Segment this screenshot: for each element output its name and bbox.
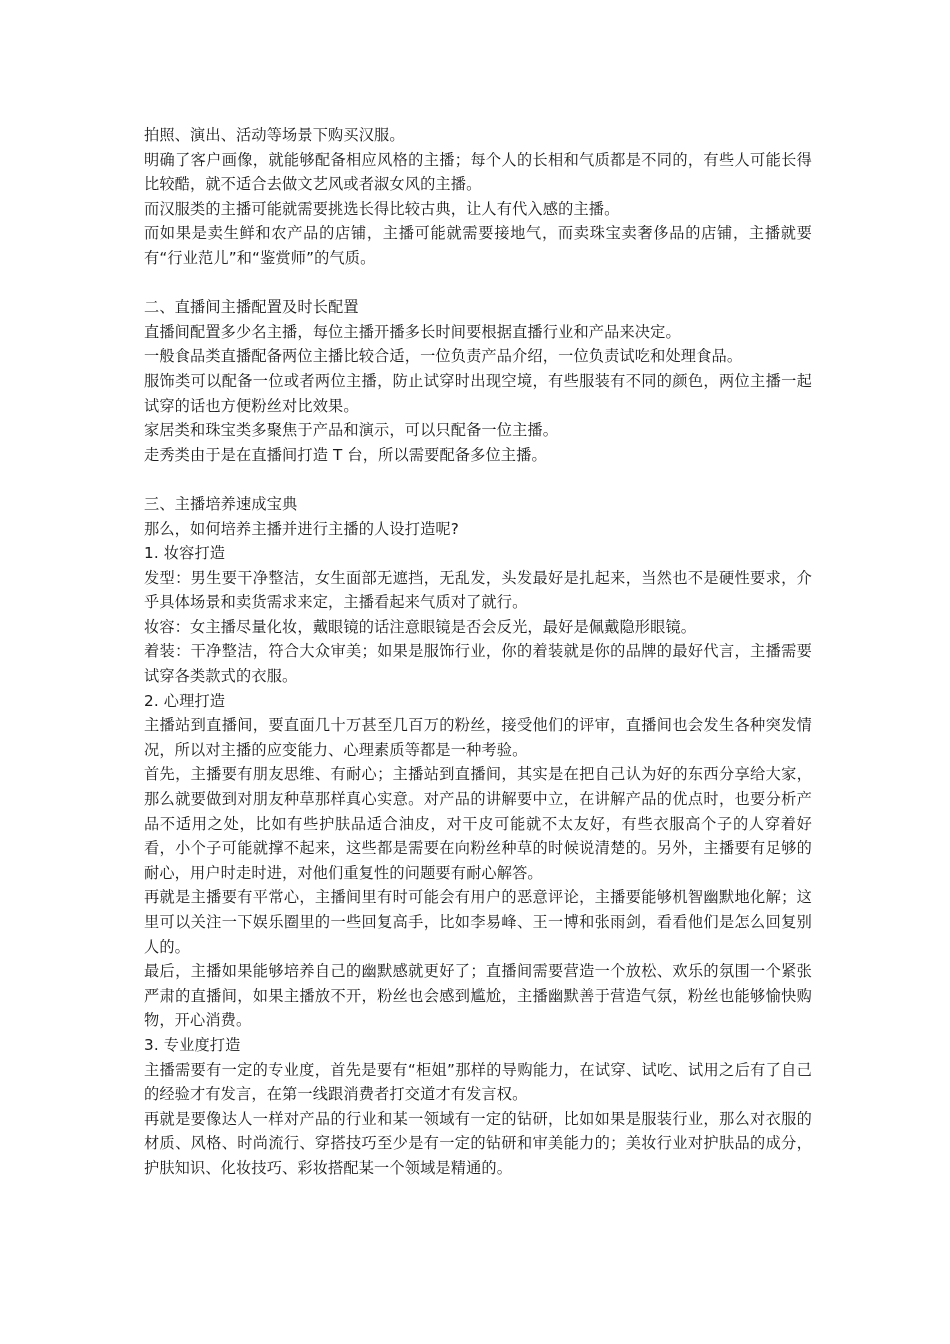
- blank-line: [144, 271, 812, 296]
- section-heading: 二、直播间主播配置及时长配置: [144, 298, 359, 317]
- paragraph: 妆容：女主播尽量化妆，戴眼镜的话注意眼镜是否会反光，最好是佩戴隐形眼镜。: [144, 617, 697, 636]
- subsection-heading: 3. 专业度打造: [144, 1035, 241, 1054]
- paragraph: 那么，如何培养主播并进行主播的人设打造呢?: [144, 519, 459, 538]
- document-body: [144, 123, 812, 1181]
- paragraph: 服饰类可以配备一位或者两位主播，防止试穿时出现空境，有些服装有不同的颜色，两位主播一起试穿的话也方便粉丝对比效果。: [144, 371, 812, 415]
- section-heading: 三、主播培养速成宝典: [144, 494, 298, 513]
- subsection-heading: 2. 心理打造: [144, 691, 226, 710]
- paragraph: 直播间配置多少名主播，每位主播开播多长时间要根据直播行业和产品来决定。: [144, 322, 681, 341]
- paragraph: 而如果是卖生鲜和农产品的店铺，主播可能就需要接地气，而卖珠宝卖奢侈品的店铺，主播就要有“行业范儿”和“鉴赏师”的气质。: [144, 224, 812, 267]
- paragraph: 最后，主播如果能够培养自己的幽默感就更好了；直播间需要营造一个放松、欢乐的氛围一个紧张严肃的直播间，如果主播放不开，粉丝也会感到尴尬，主播幽默善于营造气氛，粉丝也能够愉快购物，开心消费。: [144, 962, 812, 1030]
- paragraph: 拍照、演出、活动等场景下购买汉服。: [144, 126, 405, 144]
- paragraph: 首先，主播要有朋友思维、有耐心；主播站到直播间，其实是在把自己认为好的东西分享给大家，那么就要做到对朋友种草那样真心实意。对产品的讲解要中立，在讲解产品的优点时，也要分析产品不适用之处，比如有些护肤品适合油皮，对干皮可能就不太友好，有些衣服高个子的人穿着好看，小个子可能就撑不起来，这些都是需要在向粉丝种草的时候说清楚的。另外，主播要有足够的耐心，用户时走时进，对他们重复性的问题要有耐心解答。: [144, 765, 812, 882]
- paragraph: 再就是要像达人一样对产品的行业和某一领域有一定的钻研，比如如果是服装行业，那么对衣服的材质、风格、时尚流行、穿搭技巧至少是有一定的钻研和审美能力的；美妆行业对护肤品的成分，护肤知识、化妆技巧、彩妆搭配某一个领域是精通的。: [144, 1109, 812, 1177]
- paragraph: 发型：男生要干净整洁，女生面部无遮挡，无乱发，头发最好是扎起来，当然也不是硬性要求，介乎具体场景和卖货需求来定，主播看起来气质对了就行。: [144, 568, 812, 612]
- paragraph: 主播需要有一定的专业度，首先是要有“柜姐”那样的导购能力，在试穿、试吃、试用之后有了自己的经验才有发言，在第一线跟消费者打交道才有发言权。: [144, 1060, 812, 1104]
- paragraph: 一般食品类直播配备两位主播比较合适，一位负责产品介绍，一位负责试吃和处理食品。: [144, 347, 743, 366]
- paragraph: 家居类和珠宝类多聚焦于产品和演示，可以只配备一位主播。: [144, 421, 559, 440]
- paragraph: 主播站到直播间，要直面几十万甚至几百万的粉丝，接受他们的评审，直播间也会发生各种突发情况，所以对主播的应变能力、心理素质等都是一种考验。: [144, 716, 812, 759]
- paragraph: 着装：干净整洁，符合大众审美；如果是服饰行业，你的着装就是你的品牌的最好代言，主播需要试穿各类款式的衣服。: [144, 642, 812, 686]
- blank-line: [144, 467, 812, 492]
- paragraph: 再就是主播要有平常心，主播间里有时可能会有用户的恶意评论，主播要能够机智幽默地化解；这里可以关注一下娱乐圈里的一些回复高手，比如李易峰、王一博和张雨剑，看看他们是怎么回复别人的。: [144, 888, 812, 956]
- paragraph: 而汉服类的主播可能就需要挑选长得比较古典，让人有代入感的主播。: [144, 199, 620, 218]
- subsection-heading: 1. 妆容打造: [144, 544, 226, 563]
- paragraph: 走秀类由于是在直播间打造 T 台，所以需要配备多位主播。: [144, 445, 547, 464]
- paragraph: 明确了客户画像，就能够配备相应风格的主播；每个人的长相和气质都是不同的，有些人可能长得比较酷，就不适合去做文艺风或者淑女风的主播。: [144, 150, 812, 194]
